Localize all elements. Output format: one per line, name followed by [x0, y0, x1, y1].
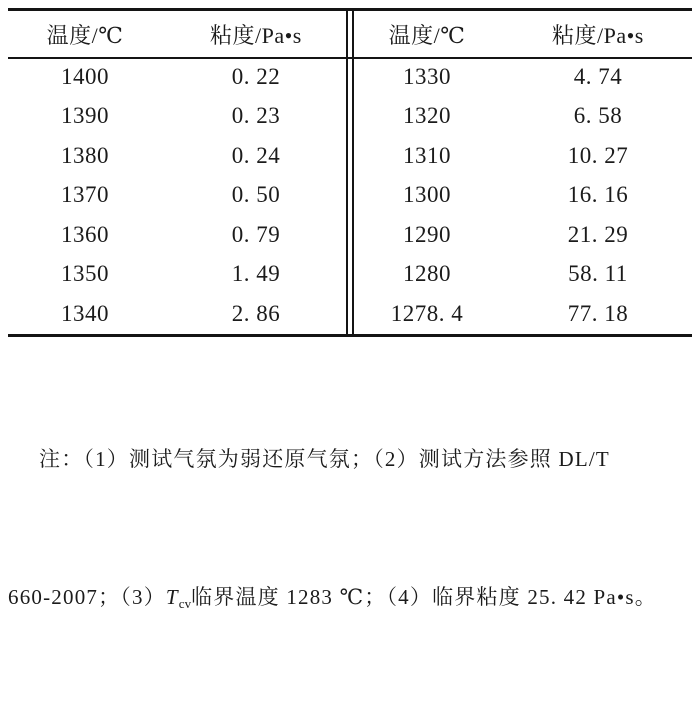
temperature-cell: 1320 [402, 103, 451, 129]
temperature-column-header: 温度/℃ [388, 22, 466, 48]
critical-temperature-symbol: T [165, 585, 179, 609]
temperature-cell: 1370 [60, 182, 109, 208]
footnote-line-2-prefix: 660-2007；（3） [8, 585, 166, 609]
temperature-cell: 1278. 4 [390, 300, 464, 326]
footnote-line-2 [8, 574, 694, 627]
viscosity-cell: 10. 27 [567, 142, 629, 168]
viscosity-cell: 0. 50 [231, 182, 281, 208]
temperature-cell: 1300 [402, 182, 451, 208]
viscosity-cell: 6. 58 [573, 103, 623, 129]
table-left-half [8, 11, 350, 334]
temperature-cell: 1280 [402, 261, 451, 287]
temperature-cell: 1290 [402, 221, 451, 247]
footnote-line-1: 注：（1）测试气氛为弱还原气氛；（2）测试方法参照 DL/T [39, 447, 610, 471]
double-column-divider [346, 11, 354, 334]
viscosity-cell: 0. 79 [231, 221, 281, 247]
viscosity-column-header: 粘度/Pa•s [551, 22, 644, 48]
viscosity-cell: 0. 22 [231, 63, 281, 89]
viscosity-cell: 4. 74 [573, 63, 623, 89]
table-footnote [8, 344, 694, 719]
viscosity-cell: 2. 86 [231, 300, 281, 326]
viscosity-cell: 21. 29 [567, 221, 629, 247]
temperature-cell: 1360 [60, 221, 109, 247]
viscosity-cell: 77. 18 [567, 300, 629, 326]
viscosity-cell: 1. 49 [231, 261, 281, 287]
viscosity-cell: 16. 16 [567, 182, 629, 208]
temperature-cell: 1380 [60, 142, 109, 168]
viscosity-cell: 0. 24 [231, 142, 281, 168]
table-right-half [350, 11, 692, 334]
footnote-line-2-suffix: 临界温度 1283 ℃；（4）临界粘度 25. 42 Pa•s。 [191, 585, 657, 609]
temperature-cell: 1350 [60, 261, 109, 287]
viscosity-cell: 0. 23 [231, 103, 281, 129]
viscosity-temperature-table [8, 8, 692, 337]
temperature-cell: 1390 [60, 103, 109, 129]
viscosity-column-header: 粘度/Pa•s [209, 22, 302, 48]
viscosity-cell: 58. 11 [568, 261, 628, 287]
temperature-cell: 1400 [60, 63, 109, 89]
temperature-cell: 1310 [402, 142, 451, 168]
temperature-cell: 1340 [60, 300, 109, 326]
critical-temperature-subscript: cv [178, 596, 192, 611]
temperature-cell: 1330 [402, 63, 451, 89]
temperature-column-header: 温度/℃ [46, 22, 124, 48]
